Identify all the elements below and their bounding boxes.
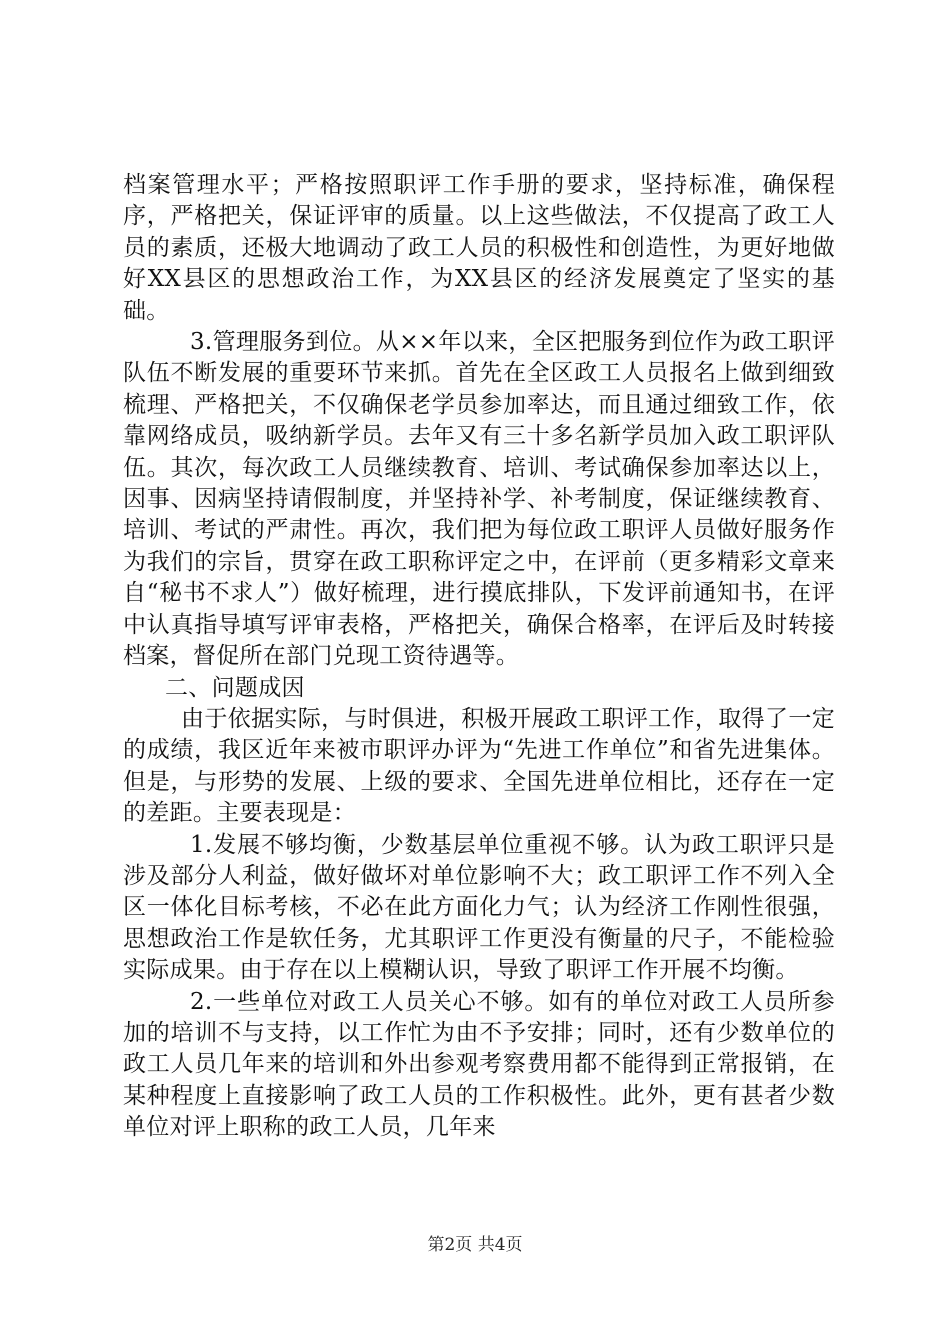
document-body bbox=[123, 170, 835, 1144]
paragraph-archive-management: 档案管理水平；严格按照职评工作手册的要求，坚持标准，确保程序，严格把关，保证评审的质量。以上这些做法，不仅提高了政工人员的素质，还极大地调动了政工人员的积极性和创造性，为更好地做好XX县区的思想政治工作，为XX县区的经济发展奠定了坚实的基础。 bbox=[123, 172, 835, 324]
page-number-footer: 第2页 共4页 bbox=[427, 1235, 523, 1255]
paragraph-issue-uneven-development: 1.发展不够均衡，少数基层单位重视不够。认为政工职评只是涉及部分人利益，做好做坏对单位影响不大；政工职评工作不列入全区一体化目标考核，不必在此方面化力气；认为经济工作刚性很强，思想政治工作是软任务，尤其职评工作更没有衡量的尺子，不能检验实际成果。由于存在以上模糊认识，导致了职评工作开展不均衡。 bbox=[123, 831, 835, 984]
section-heading-problem-causes: 二、问题成因 bbox=[165, 674, 305, 701]
paragraph-service-in-place: 3.管理服务到位。从××年以来，全区把服务到位作为政工职评队伍不断发展的重要环节来抓。首先在全区政工人员报名上做到细致梳理、严格把关，不仅确保老学员参加率达，而且通过细致工作，依靠网络成员，吸纳新学员。去年又有三十多名新学员加入政工职评队伍。其次，每次政工人员继续教育、培训、考试确保参加率达以上，因事、因病坚持请假制度，并坚持补学、补考制度，保证继续教育、培训、考试的严肃性。再次，我们把为每位政工职评人员做好服务作为我们的宗旨，贯穿在政工职称评定之中，在评前（更多精彩文章来自“秘书不求人”）做好梳理，进行摸底排队，下发评前通知书，在评中认真指导填写评审表格，严格把关，确保合格率，在评后及时转接档案，督促所在部门兑现工资待遇等。 bbox=[123, 329, 835, 670]
paragraph-issue-insufficient-care: 2.一些单位对政工人员关心不够。如有的单位对政工人员所参加的培训不与支持，以工作忙为由不予安排；同时，还有少数单位的政工人员几年来的培训和外出参观考察费用都不能得到正常报销，在某种程度上直接影响了政工人员的工作积极性。此外，更有甚者少数单位对评上职称的政工人员，几年来 bbox=[123, 988, 835, 1141]
paragraph-intro-gaps: 由于依据实际，与时俱进，积极开展政工职评工作，取得了一定的成绩，我区近年来被市职评办评为“先进工作单位”和省先进集体。但是，与形势的发展、上级的要求、全国先进单位相比，还存在一定的差距。主要表现是： bbox=[123, 705, 835, 827]
